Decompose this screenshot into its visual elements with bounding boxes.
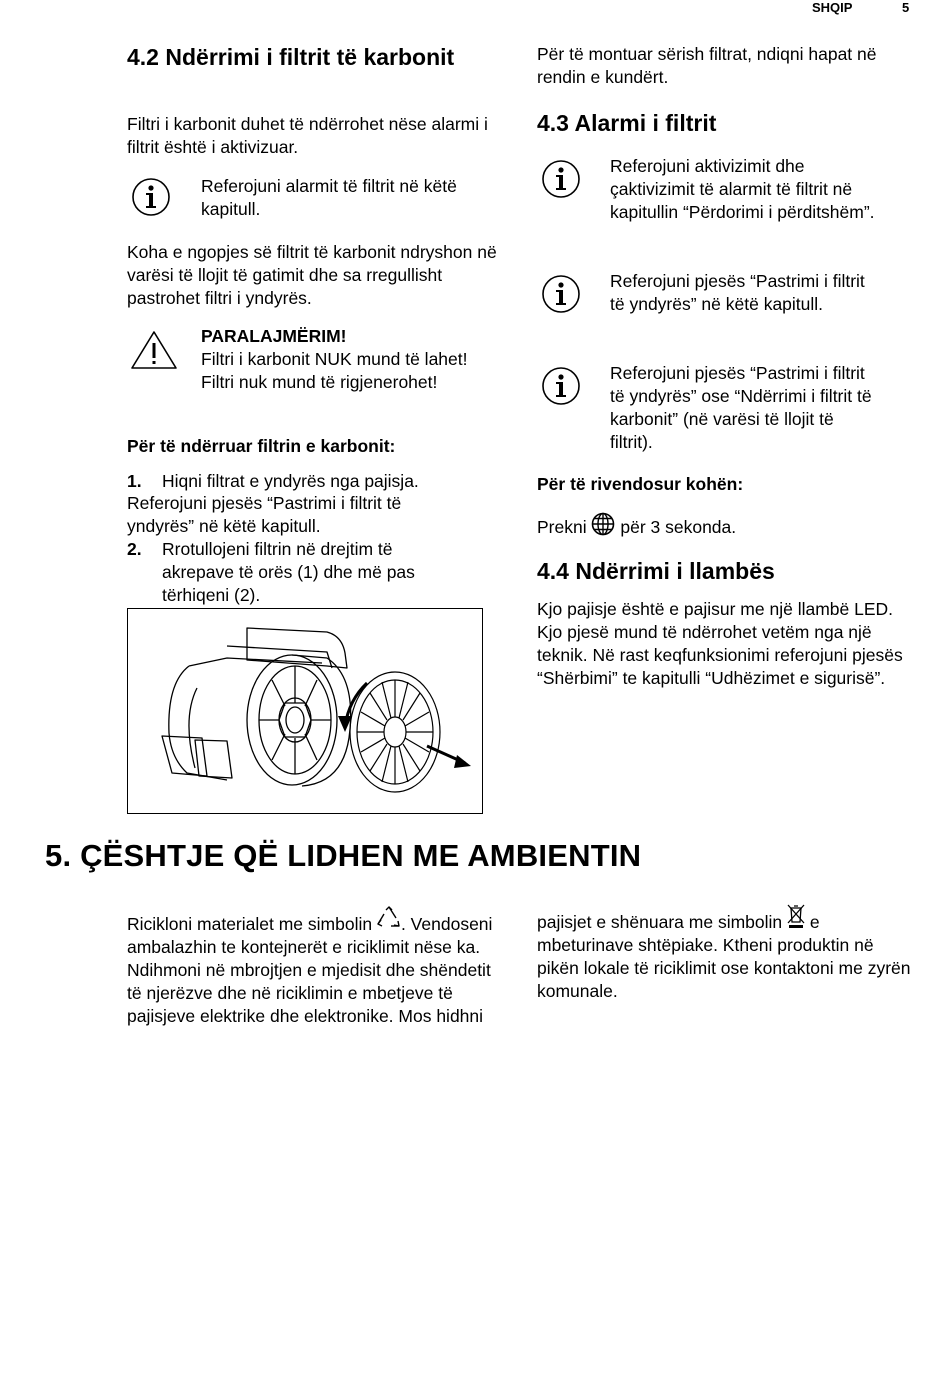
saturation-text: Koha e ngopjes së filtrit të karbonit ndryshon në varësi të llojit të gatimit dhe sa rregullisht pastrohet filtri i yndyrës. — [127, 242, 497, 308]
carbon-filter-illustration — [127, 608, 483, 814]
env-right-post: e mbeturinave shtëpiake. Ktheni produktin në pikën lokale të riciklimit ose kontaktoni me zyrën komunale. — [537, 912, 911, 1001]
step-1-number: 1. — [127, 471, 142, 491]
note-filter-alarm: Referojuni alarmit të filtrit në këtë kapitull. — [201, 176, 457, 219]
reset-instruction — [537, 512, 917, 539]
info-icon — [541, 159, 581, 199]
step-1-continued: Referojuni pjesës “Pastrimi i filtrit të yndyrës” në këtë kapitull. — [127, 493, 402, 536]
carbon-intro-text: Filtri i karbonit duhet të ndërrohet nëse alarmi i filtrit është i aktivizuar. — [127, 114, 488, 157]
env-right-pre: pajisjet e shënuara me simbolin — [537, 912, 783, 932]
header-page-number: 5 — [902, 0, 910, 15]
reset-post-text: për 3 sekonda. — [620, 517, 737, 537]
crossed-bin-icon — [787, 904, 805, 930]
env-left-post: . Vendoseni ambalazhin te kontejnerët e riciklimit nëse ka. Ndihmoni në mbrojtjen e mjedisit dhe shëndetit të njerëzve dhe në riciklimin e mbetjeve të pajisjeve elektrike dhe elektronike. Mos hidhni — [127, 914, 493, 1026]
steps-title: Për të ndërruar filtrin e karbonit: — [127, 436, 396, 456]
env-left-text — [127, 906, 499, 1028]
filter-globe-icon — [591, 512, 615, 536]
section-heading-filter-alarm: 4.3 Alarmi i filtrit — [537, 110, 717, 136]
env-right-text — [537, 904, 912, 1003]
step-2-number: 2. — [127, 539, 142, 559]
warning-text: Filtri i karbonit NUK mund të lahet! Filtri nuk mund të rigjenerohet! — [201, 349, 468, 392]
info-icon — [541, 274, 581, 314]
step-2 — [127, 538, 467, 607]
env-left-pre: Ricikloni materialet me simbolin — [127, 914, 373, 934]
reset-pre-text: Prekni — [537, 517, 587, 537]
lamp-text: Kjo pajisje është e pajisur me një llambë LED. Kjo pjesë mund të ndërrohet vetëm nga një teknik. Në rast keqfunksionimi referojuni pjesës “Shërbimi” te kapitulli “Udhëzimet e sigurisë”. — [537, 599, 903, 688]
reassemble-text: Për të montuar sërish filtrat, ndiqni hapat në rendin e kundërt. — [537, 44, 877, 87]
header-language: SHQIP — [812, 0, 853, 15]
note-grease-filter-cleaning: Referojuni pjesës “Pastrimi i filtrit të yndyrës” në këtë kapitull. — [610, 271, 865, 314]
note-filter-type: Referojuni pjesës “Pastrimi i filtrit të yndyrës” ose “Ndërrimi i filtrit të karbonit” (në varësi të llojit të filtrit). — [610, 363, 872, 452]
step-1-text: Hiqni filtrat e yndyrës nga pajisja. — [162, 471, 419, 491]
step-2-text: Rrotullojeni filtrin në drejtim të akrepave të orës (1) dhe më pas tërhiqeni (2). — [162, 539, 415, 605]
note-alarm-activation: Referojuni aktivizimit dhe çaktivizimit të alarmit të filtrit në kapitullin “Përdorimi i përditshëm”. — [610, 156, 875, 222]
chapter-heading-environment: 5. ÇËSHTJE QË LIDHEN ME AMBIENTIN — [45, 838, 642, 873]
section-heading-lamp: 4.4 Ndërrimi i llambës — [537, 558, 775, 584]
recycle-icon — [377, 906, 401, 930]
info-icon — [131, 177, 171, 217]
warning-title: PARALAJMËRIM! — [201, 326, 347, 346]
section-heading-carbon-filter: 4.2 Ndërrimi i filtrit të karbonit — [127, 44, 455, 70]
step-1 — [127, 470, 497, 493]
info-icon — [541, 366, 581, 406]
reset-title: Për të rivendosur kohën: — [537, 474, 744, 494]
warning-triangle-icon — [130, 330, 178, 370]
